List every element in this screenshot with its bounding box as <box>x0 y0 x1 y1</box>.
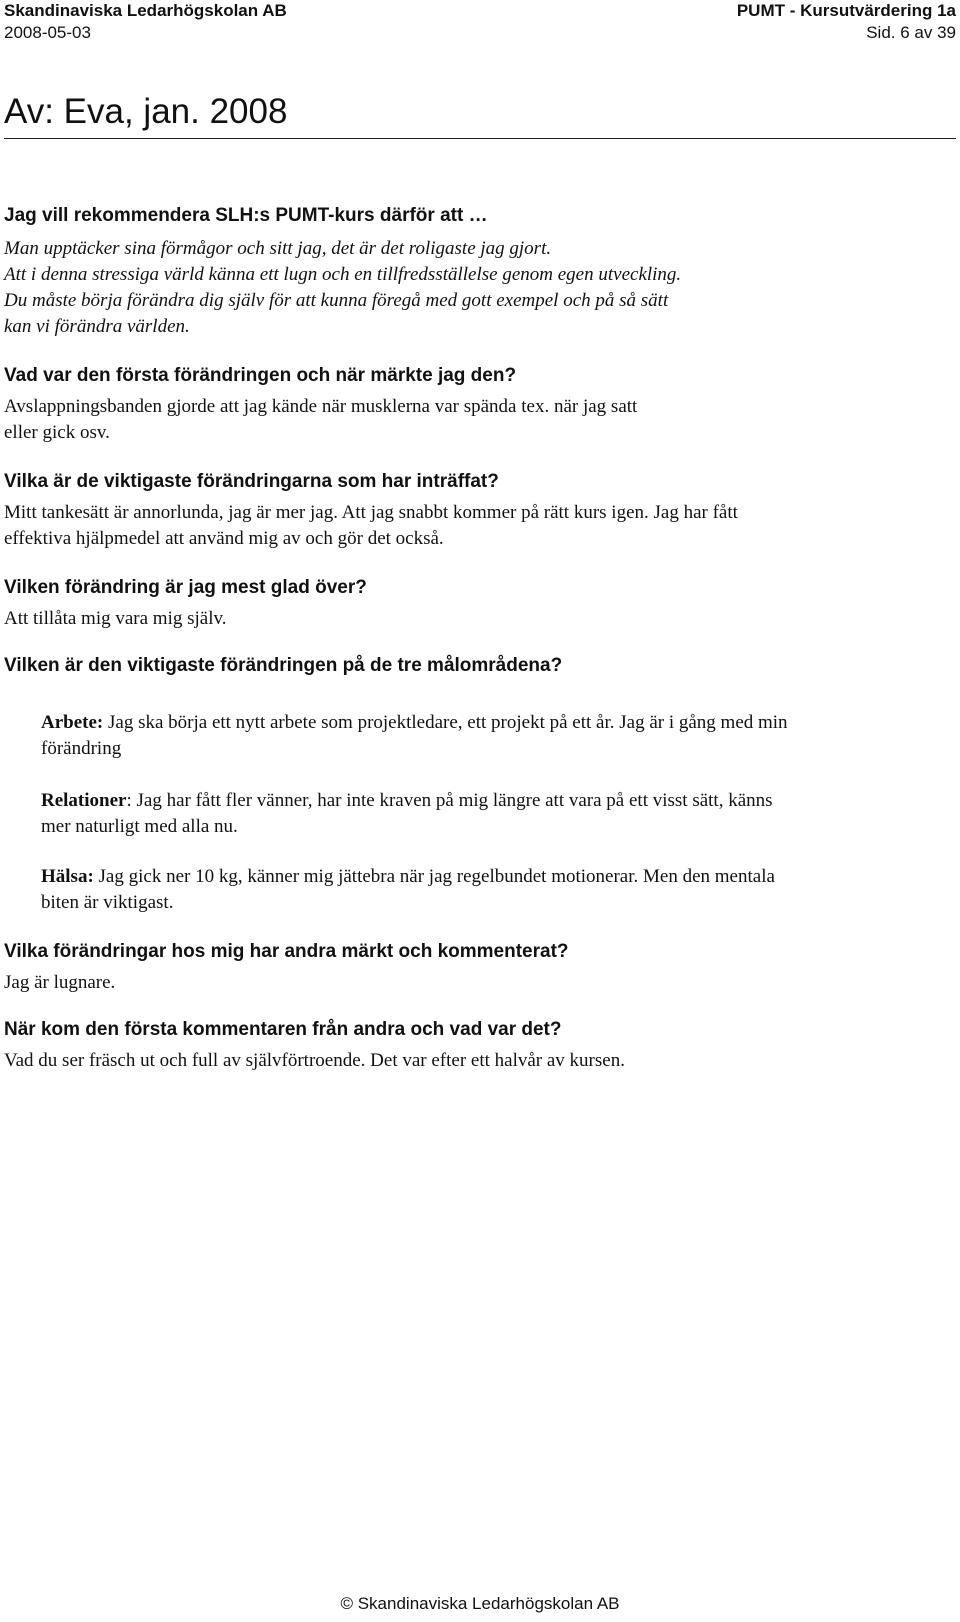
title-divider <box>4 138 956 139</box>
intro-line: Du måste börja förändra dig själv för att kunna föregå med gott exempel och på så sätt <box>4 290 669 311</box>
answer-3 <box>4 606 948 632</box>
answer-line: eller gick osv. <box>4 422 110 443</box>
answer-line: Avslappningsbanden gjorde att jag kände när musklerna var spända tex. när jag satt <box>4 396 638 417</box>
question-6-text: När kom den första kommentaren från andra och vad var det? <box>4 1019 562 1040</box>
intro-line: kan vi förändra världen. <box>4 316 190 337</box>
answer-line: Vad du ser fräsch ut och full av självförtroende. Det var efter ett halvår av kursen. <box>4 1050 625 1071</box>
question-1 <box>4 364 948 388</box>
header-page-number: Sid. 6 av 39 <box>866 23 956 42</box>
page-footer: © Skandinaviska Ledarhögskolan AB <box>340 1594 620 1613</box>
goal-area-label: Arbete: <box>41 712 104 733</box>
answer-line: Jag är lugnare. <box>4 972 116 993</box>
goal-area-text: mer naturligt med alla nu. <box>41 816 238 837</box>
goal-area-text: : Jag har fått fler vänner, har inte kraven på mig längre att vara på ett visst sätt, känns <box>126 790 773 811</box>
goal-area-health <box>41 864 956 916</box>
answer-1 <box>4 394 948 446</box>
goal-area-text: förändring <box>41 738 122 759</box>
question-6 <box>4 1018 948 1042</box>
intro-text <box>4 236 948 340</box>
answer-6 <box>4 1048 948 1074</box>
question-3-text: Vilken förändring är jag mest glad över? <box>4 577 367 598</box>
goal-area-text: biten är viktigast. <box>41 892 174 913</box>
page-header-top <box>4 1 956 21</box>
answer-5 <box>4 970 948 996</box>
goal-area-text: Jag ska börja ett nytt arbete som projektledare, ett projekt på ett år. Jag är i gång med min <box>103 712 788 733</box>
page-title: Av: Eva, jan. 2008 <box>4 92 288 131</box>
question-1-text: Vad var den första förändringen och när märkte jag den? <box>4 365 517 386</box>
goal-area-work <box>41 710 956 762</box>
intro-line: Man upptäcker sina förmågor och sitt jag, det är det roligaste jag gjort. <box>4 238 552 259</box>
answer-line: effektiva hjälpmedel att använd mig av och gör det också. <box>4 528 444 549</box>
page-header-bottom <box>4 23 956 43</box>
goal-area-label: Hälsa: <box>41 866 94 887</box>
question-5-text: Vilka förändringar hos mig har andra märkt och kommenterat? <box>4 941 569 962</box>
intro-heading: Jag vill rekommendera SLH:s PUMT-kurs därför att … <box>4 205 488 226</box>
question-3 <box>4 576 948 600</box>
header-date: 2008-05-03 <box>4 23 91 42</box>
intro-section <box>4 204 948 228</box>
question-2-text: Vilka är de viktigaste förändringarna som har inträffat? <box>4 471 499 492</box>
header-org: Skandinaviska Ledarhögskolan AB <box>4 1 287 20</box>
goal-area-label: Relationer <box>41 790 127 811</box>
answer-line: Mitt tankesätt är annorlunda, jag är mer jag. Att jag snabbt kommer på rätt kurs igen. Jag har fått <box>4 502 738 523</box>
goal-area-relations <box>41 788 956 840</box>
question-5 <box>4 940 948 964</box>
answer-2 <box>4 500 948 552</box>
header-doc-title: PUMT - Kursutvärdering 1a <box>736 1 956 20</box>
question-2 <box>4 470 948 494</box>
intro-line: Att i denna stressiga värld känna ett lugn och en tillfredsställelse genom egen utveckling. <box>4 264 682 285</box>
question-4 <box>4 654 948 678</box>
goal-area-text: Jag gick ner 10 kg, känner mig jättebra när jag regelbundet motionerar. Men den mentala <box>93 866 775 887</box>
question-4-text: Vilken är den viktigaste förändringen på de tre målområdena? <box>4 655 563 676</box>
answer-line: Att tillåta mig vara mig själv. <box>4 608 227 629</box>
